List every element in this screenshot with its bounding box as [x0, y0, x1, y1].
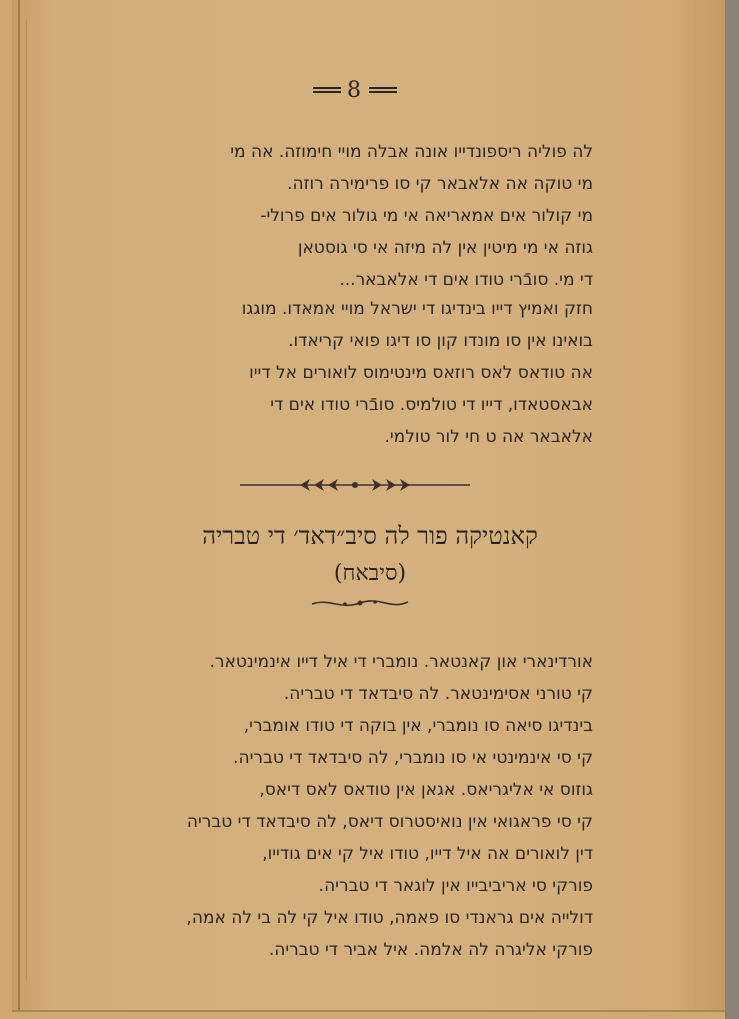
spine-shadow — [18, 0, 20, 1010]
section2-line: דין לואורים אה איל דייו, טודו איל קי אים גודייו, — [262, 844, 593, 864]
section1-line: חזק ואמיץ דייו בינדיגו די ישראל מויי אמאדו. מוגגו — [241, 299, 593, 319]
section1-line: אלאבאר אה ט חי לור טולמי. — [384, 427, 593, 447]
page-fold-line — [26, 20, 27, 980]
small-ornament — [310, 596, 410, 610]
section2-line: אורדינארי און קאנטאר. נומברי די איל דייו אינמינטאר. — [209, 652, 593, 672]
section1-line: מי טוקה אה אלאבאר קי סו פרימירה רוזה. — [287, 174, 593, 194]
section1-line: בואינו אין סו מונדו קון סו דיגו פואי קריאדו. — [288, 331, 593, 351]
section2-line: קי טורני אסימינטאר. לה סיבדאד די טבריה. — [283, 684, 593, 704]
section2-line: קי סי פראגואי אין נואיסטרוס דיאס, לה סיבדאד די טבריה — [186, 812, 593, 832]
section2-line: פורקי סי אריביבייו אין לוגאר די טבריה. — [318, 876, 593, 896]
page-number-dash-left — [313, 87, 341, 89]
section2-line: דולייה אים גראנדי סו פאמה, טודו איל קי לה בי לה אמה, — [186, 908, 593, 928]
section1-line: אה טודאס לאס רוזאס מינטימוס לואורים אל דייו — [249, 363, 593, 383]
section1-line: לה פוליה ריספונדייו אונה אבלה מויי חימוזה. אה מי — [230, 142, 593, 162]
section1-line: אבאסטאדו, דייו די טולמיס. סובֿרי טודו אים די — [270, 395, 593, 415]
page-number-value: 8 — [347, 78, 363, 103]
section2-line: קי סי אינמינטי אי סו נומברי, לה סיבדאד די טבריה. — [233, 748, 593, 768]
section1-line: די מי. סובֿרי טודו אים די אלאבאר... — [339, 270, 593, 290]
page-number — [300, 78, 410, 103]
section2-line: גוזוס אי אליגריאס. אגאן אין טודאס לאס דיאס, — [259, 780, 593, 800]
page-number-dash-right — [369, 87, 397, 89]
section2-line: בינדיגו סיאה סו נומברי, אין בוקה די טודו אומברי, — [243, 716, 593, 736]
section2-line: פורקי אליגרה לה אלמה. איל אביר די טבריה. — [268, 940, 593, 960]
section1-line: מי קולור אים אמאריאה אי מי גולור אים פרולי- — [260, 206, 593, 226]
ornament-divider — [240, 476, 470, 494]
section1-line: גוזה אי מי מיטין אין לה מיזה אי סי גוסטאן — [297, 238, 593, 258]
poem-subtitle: (סיבאח) — [333, 561, 407, 586]
poem-title: קאנטיקה פור לה סיב״דאד׳ די טבריה — [202, 522, 538, 550]
background-edge — [725, 0, 739, 1019]
